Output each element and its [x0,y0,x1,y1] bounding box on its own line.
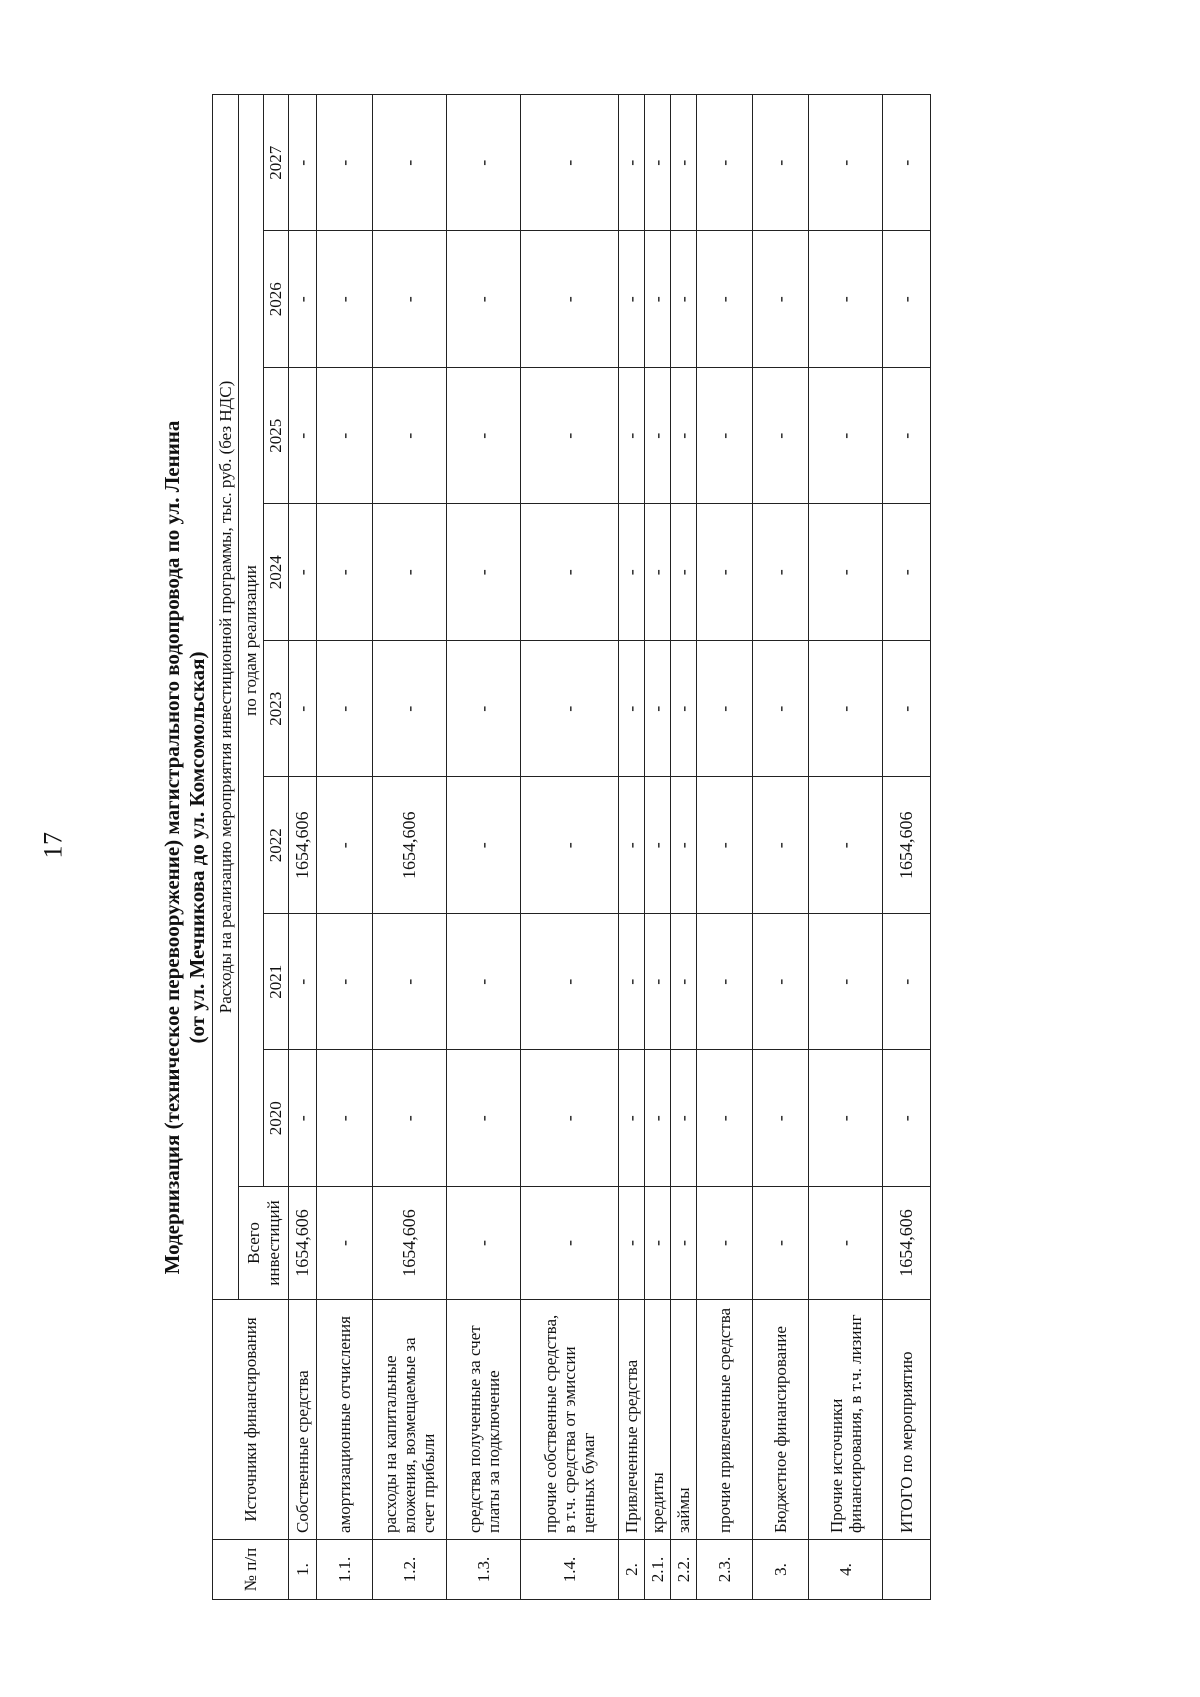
row-year-value: - [447,368,521,505]
row-year-value: - [289,504,317,641]
row-year-value: - [671,504,697,641]
row-total: - [447,1187,521,1300]
row-year-value: - [697,368,753,505]
row-number: 1.1. [317,1540,373,1600]
row-year-value: - [619,368,645,505]
row-number: 1. [289,1540,317,1600]
row-source: Собственные средства [289,1300,317,1540]
row-year-value: - [317,231,373,368]
row-year-value: - [883,641,931,778]
row-total: - [671,1187,697,1300]
row-year-value: - [289,914,317,1051]
row-year-value: - [883,368,931,505]
row-source: амортизационные отчисления [317,1300,373,1540]
row-year-value: - [697,641,753,778]
row-year-value: - [289,641,317,778]
header-year: 2027 [264,94,289,231]
header-year: 2025 [264,368,289,505]
header-by-years: по годам реализации [239,94,264,1186]
header-source: Источники финансирования [213,1300,289,1540]
row-year-value: - [883,1050,931,1187]
row-year-value: - [671,777,697,914]
row-number [883,1540,931,1600]
row-number: 4. [809,1540,883,1600]
row-year-value: - [809,914,883,1051]
row-year-value: - [753,94,809,231]
row-year-value: - [289,1050,317,1187]
row-year-value: - [645,368,671,505]
row-year-value: - [619,1050,645,1187]
row-number: 2.1. [645,1540,671,1600]
header-year: 2023 [264,641,289,778]
title-line-2: (от ул. Мечникова до ул. Комсомольская) [185,651,209,1044]
header-year: 2024 [264,504,289,641]
row-total: - [619,1187,645,1300]
row-total: - [521,1187,619,1300]
table-row [289,94,317,1599]
row-year-value: 1654,606 [883,777,931,914]
row-year-value: - [619,504,645,641]
table-body [289,94,931,1599]
row-year-value: - [619,777,645,914]
row-year-value: - [317,94,373,231]
row-year-value: 1654,606 [289,777,317,914]
row-number: 1.3. [447,1540,521,1600]
row-source: расходы на капитальные вложения, возмещаемые за счет прибыли [373,1300,447,1540]
row-year-value: - [753,777,809,914]
row-number: 2.3. [697,1540,753,1600]
row-year-value: - [521,1050,619,1187]
header-year: 2021 [264,914,289,1051]
row-year-value: - [317,1050,373,1187]
row-year-value: - [753,231,809,368]
row-total: 1654,606 [373,1187,447,1300]
row-year-value: - [521,94,619,231]
row-year-value: - [671,1050,697,1187]
row-total: - [809,1187,883,1300]
row-source: ИТОГО по мероприятию [883,1300,931,1540]
title-line-1: Модернизация (техническое перевооружение) магистрального водопровода по ул. Ленина [160,420,184,1275]
row-year-value: - [289,231,317,368]
row-year-value: - [447,641,521,778]
table-row [753,94,809,1599]
row-year-value: - [809,368,883,505]
row-year-value: - [447,94,521,231]
header-total: Всего инвестиций [239,1187,289,1300]
row-year-value: - [697,94,753,231]
header-year: 2026 [264,231,289,368]
row-year-value: - [809,231,883,368]
row-year-value: - [619,641,645,778]
row-total: - [317,1187,373,1300]
row-year-value: - [521,914,619,1051]
row-year-value: - [809,777,883,914]
row-number: 2. [619,1540,645,1600]
page-number: 17 [38,831,68,859]
row-year-value: - [809,504,883,641]
row-total: - [753,1187,809,1300]
row-source: средства полученные за счет платы за подключение [447,1300,521,1540]
row-year-value: - [373,641,447,778]
table-row [521,94,619,1599]
row-source: Прочие источники финансирования, в т.ч. лизинг [809,1300,883,1540]
row-year-value: - [317,914,373,1051]
row-year-value: - [289,368,317,505]
row-year-value: - [671,94,697,231]
header-no: № п/п [213,1540,289,1600]
row-year-value: - [447,914,521,1051]
row-year-value: - [645,777,671,914]
row-year-value: - [645,914,671,1051]
table-row [671,94,697,1599]
header-year: 2022 [264,777,289,914]
row-number: 1.2. [373,1540,447,1600]
row-year-value: - [373,231,447,368]
table-row [619,94,645,1599]
row-year-value: - [697,914,753,1051]
row-year-value: - [373,368,447,505]
table-row [883,94,931,1599]
rotated-landscape-content [160,95,1200,1600]
row-year-value: - [373,504,447,641]
row-year-value: - [697,777,753,914]
row-year-value: - [753,641,809,778]
row-total: 1654,606 [289,1187,317,1300]
row-year-value: - [289,94,317,231]
row-year-value: - [753,368,809,505]
row-year-value: - [753,914,809,1051]
table-row [645,94,671,1599]
row-year-value: 1654,606 [373,777,447,914]
row-year-value: - [753,1050,809,1187]
row-year-value: - [447,777,521,914]
table-row [317,94,373,1599]
row-source: займы [671,1300,697,1540]
row-year-value: - [671,368,697,505]
row-year-value: - [373,94,447,231]
row-year-value: - [317,777,373,914]
row-source: прочие привлеченные средства [697,1300,753,1540]
row-year-value: - [645,231,671,368]
row-year-value: - [645,1050,671,1187]
row-year-value: - [645,641,671,778]
row-year-value: - [447,231,521,368]
row-year-value: - [373,914,447,1051]
row-number: 2.2. [671,1540,697,1600]
row-year-value: - [697,504,753,641]
row-year-value: - [521,231,619,368]
row-year-value: - [809,641,883,778]
row-year-value: - [671,914,697,1051]
table-row [809,94,883,1599]
row-year-value: - [619,94,645,231]
row-number: 1.4. [521,1540,619,1600]
row-year-value: - [619,914,645,1051]
row-year-value: - [809,1050,883,1187]
row-source: кредиты [645,1300,671,1540]
row-year-value: - [883,231,931,368]
row-source: Бюджетное финансирование [753,1300,809,1540]
header-expenses: Расходы на реализацию мероприятия инвестиционной программы, тыс. руб. (без НДС) [213,94,239,1299]
row-total: - [645,1187,671,1300]
row-year-value: - [753,504,809,641]
row-year-value: - [447,504,521,641]
row-year-value: - [883,94,931,231]
row-year-value: - [521,777,619,914]
row-year-value: - [619,231,645,368]
header-year: 2020 [264,1050,289,1187]
row-year-value: - [521,368,619,505]
row-year-value: - [697,231,753,368]
row-year-value: - [697,1050,753,1187]
row-year-value: - [671,231,697,368]
row-year-value: - [645,94,671,231]
row-year-value: - [645,504,671,641]
row-total: 1654,606 [883,1187,931,1300]
row-total: - [697,1187,753,1300]
row-year-value: - [373,1050,447,1187]
table-row [447,94,521,1599]
row-year-value: - [521,504,619,641]
row-year-value: - [671,641,697,778]
row-year-value: - [317,641,373,778]
document-title [160,95,212,1600]
row-year-value: - [883,504,931,641]
funding-sources-table [212,94,931,1600]
row-year-value: - [447,1050,521,1187]
row-year-value: - [883,914,931,1051]
table-row [697,94,753,1599]
row-source: Привлеченные средства [619,1300,645,1540]
row-year-value: - [317,504,373,641]
row-year-value: - [521,641,619,778]
row-source: прочие собственные средства, в т.ч. средства от эмиссии ценных бумаг [521,1300,619,1540]
table-row [373,94,447,1599]
row-year-value: - [317,368,373,505]
row-year-value: - [809,94,883,231]
row-number: 3. [753,1540,809,1600]
